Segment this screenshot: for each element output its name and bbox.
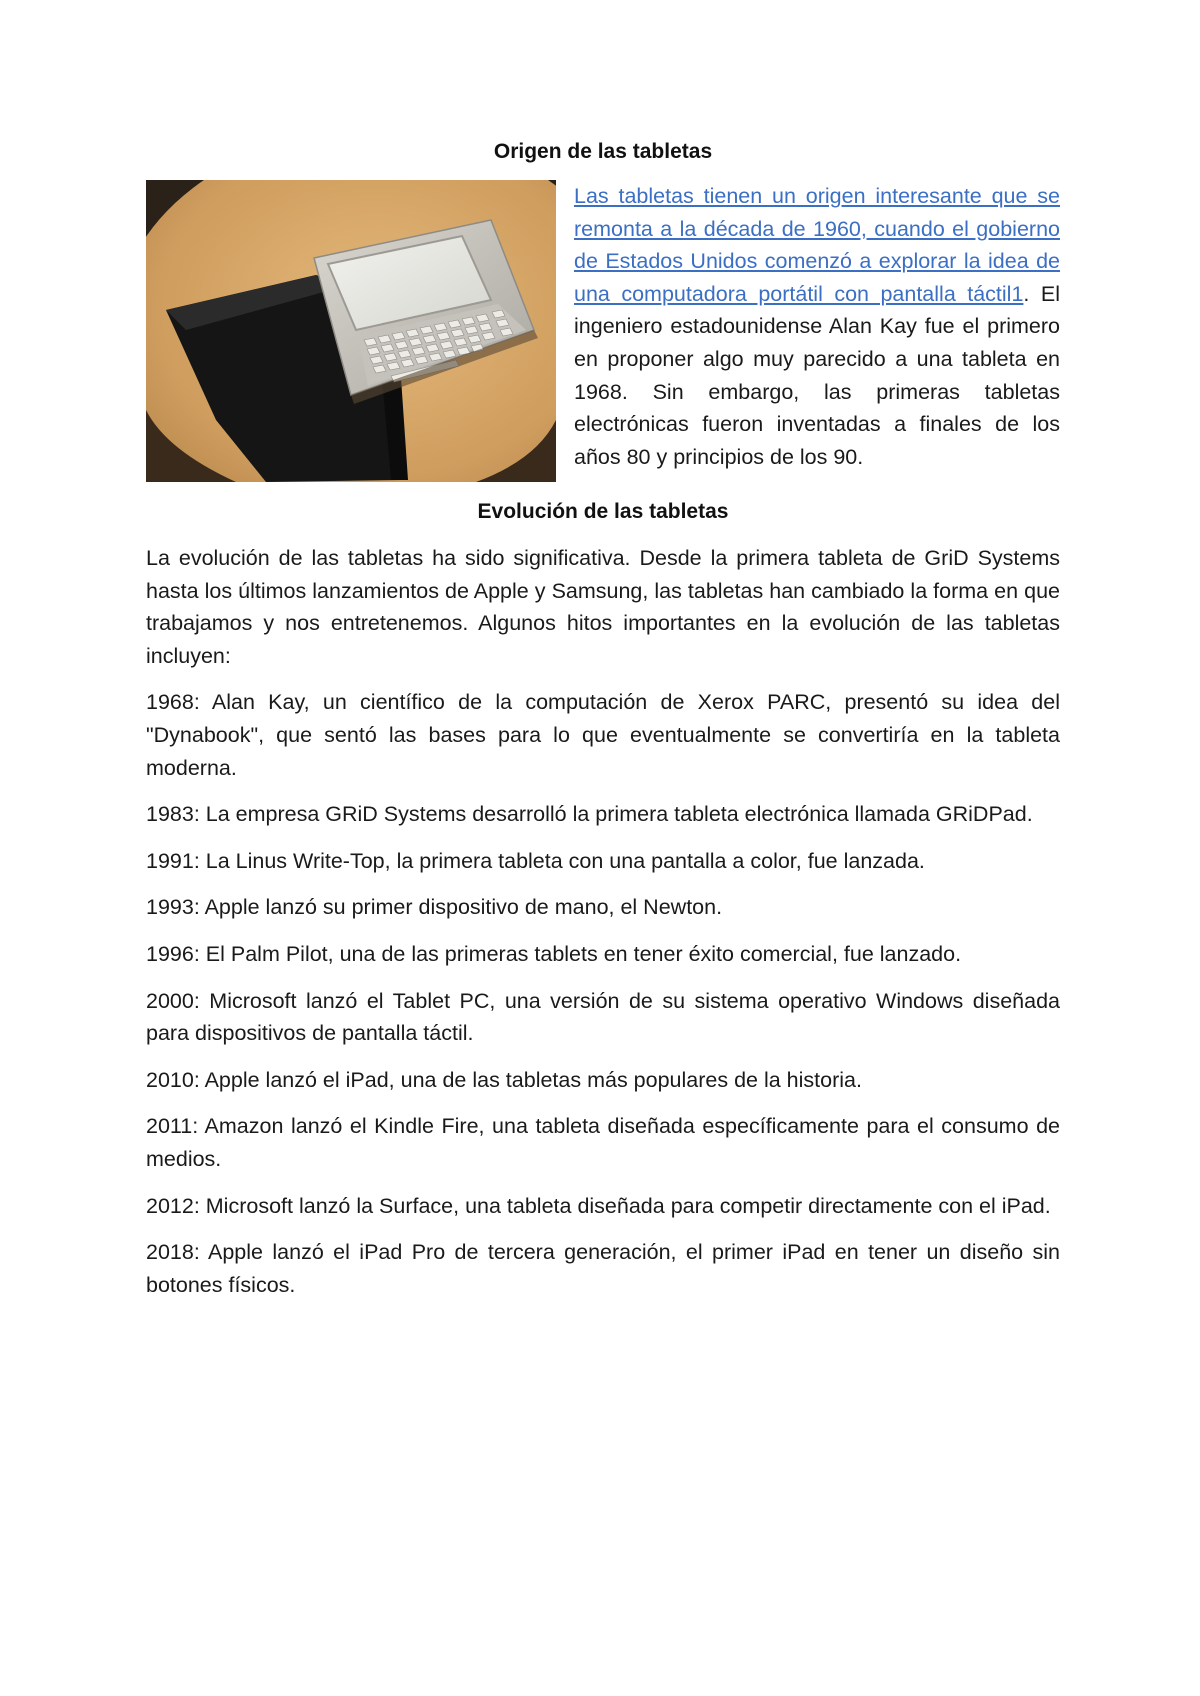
milestone-item: 2010: Apple lanzó el iPad, una de las tabletas más populares de la historia. xyxy=(146,1067,862,1092)
evolution-heading: Evolución de las tabletas xyxy=(477,500,729,523)
milestone-item: 2018: Apple lanzó el iPad Pro de tercera generación, el primer iPad en tener un diseño sin botones físicos. xyxy=(146,1240,1060,1297)
milestone-item: 1993: Apple lanzó su primer dispositivo de mano, el Newton. xyxy=(146,895,723,920)
milestone-item: 2000: Microsoft lanzó el Tablet PC, una versión de su sistema operativo Windows diseñada para dispositivos de pantalla táctil. xyxy=(146,988,1060,1046)
milestone-item: 2012: Microsoft lanzó la Surface, una tableta diseñada para competir directamente con el iPad. xyxy=(146,1193,1051,1218)
evolution-intro: La evolución de las tabletas ha sido significativa. Desde la primera tableta de GriD Systems hasta los últimos lanzamientos de Apple y Samsung, las tabletas han cambiado la forma en que trabajamos y nos entretenemos. Algunos hitos importantes en la evolución de las tabletas incluyen: xyxy=(146,546,1060,668)
origin-heading: Origen de las tabletas xyxy=(493,140,713,163)
milestone-item: 2011: Amazon lanzó el Kindle Fire, una tableta diseñada específicamente para el consumo de medios. xyxy=(146,1114,1060,1171)
milestone-item: 1983: La empresa GRiD Systems desarrolló la primera tableta electrónica llamada GRiDPad. xyxy=(146,802,1033,827)
milestone-item: 1991: La Linus Write-Top, la primera tableta con una pantalla a color, fue lanzada. xyxy=(146,848,925,873)
document-page xyxy=(146,140,1060,1315)
origin-section xyxy=(146,180,1060,482)
dynabook-photo xyxy=(146,180,556,482)
milestone-item: 1968: Alan Kay, un científico de la computación de Xerox PARC, presentó su idea del "Dynabook", que sentó las bases para lo que eventualmente se convertiría en la tableta moderna. xyxy=(146,690,1060,780)
origin-text: . El ingeniero estadounidense Alan Kay fue el primero en proponer algo muy parecido a una tableta en 1968. Sin embargo, las primeras tabletas electrónicas fueron inventadas a finales de los años 80 y principios de los 90. xyxy=(574,281,1060,469)
milestone-item: 1996: El Palm Pilot, una de las primeras tablets en tener éxito comercial, fue lanzado. xyxy=(146,941,962,966)
origin-link[interactable]: Las tabletas tienen un origen interesante que se remonta a la década de 1960, cuando el gobierno de Estados Unidos comenzó a explorar la idea de una computadora portátil con pantalla táctil1 xyxy=(574,184,1060,306)
origin-paragraph xyxy=(574,180,1060,473)
